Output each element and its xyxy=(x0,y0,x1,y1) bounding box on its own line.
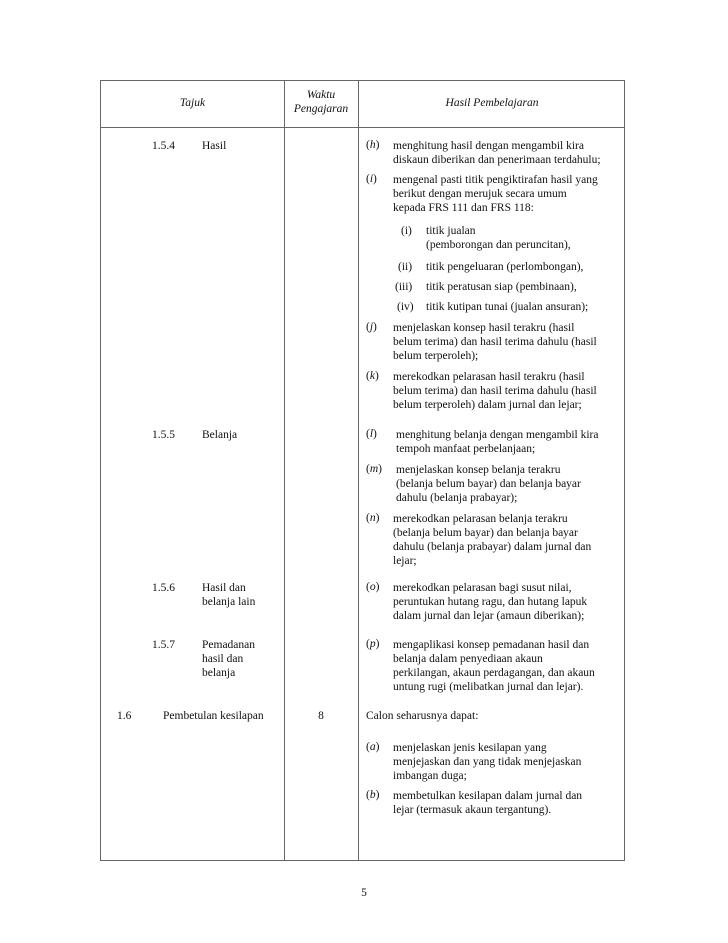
header-waktu xyxy=(284,88,358,116)
sub-item-label: (iii) xyxy=(395,281,413,293)
sub-item-text: titik jualan (pemborongan dan peruncitan), xyxy=(426,225,571,251)
syllabus-table: Tajuk Waktu Pengajaran Hasil Pembelajaran 1.5.4 Hasil 1.5.5 Belanja 1.5.6 Hasil dan belanja lain 1.5.7 Pemadanan hasil dan belanja 1.6 Pembetulan kesilapan 8 (h) menghitung hasil dengan mengambil kira diskaun diberikan dan penerimaan terdahulu; (i) mengenal pasti titik pengiktirafan hasil yang berikut dengan merujuk secara umum kepada FRS 111 dan FRS 118: (i) titik jualan (pemborongan dan peruncitan), (ii) titik pengeluaran (perlombongan), (iii) titik peratusan siap (pembinaan), (iv) titik kutipan tunai (jualan ansuran); (j) menjelaskan konsep hasil terakru (hasil belum terima) dan hasil terima dahulu (hasil belum terperoleh); (k) merekodkan pelarasan hasil terakru (hasil belum terima) dan hasil terima dahulu (hasil belum terperoleh) dalam jurnal dan lejar; (l) menghitung belanja dengan mengambil kira tempoh manfaat perbelanjaan; (m) menjelaskan konsep belanja terakru (belanja belum bayar) dan belanja bayar dahulu (belanja prabayar); (n) merekodkan pelarasan belanja terakru (belanja belum bayar) dan belanja bayar dahulu (belanja prabayar) dalam jurnal dan lejar; (o) merekodkan pelarasan bagi susut nilai, peruntukan hutang ragu, dan hutang lapuk dalam jurnal dan lejar (amaun diberikan); (p) mengaplikasi konsep pemadanan hasil dan belanja dalam penyediaan akaun perkilangan, akaun perdagangan, dan akaun untung rugi (melibatkan jurnal dan lejar). Calon seharusnya dapat: (a) menjelaskan jenis kesilapan yang menjejaskan dan yang tidak menjejaskan imbangan duga; (b) membetulkan kesilapan dalam jurnal dan lejar (termasuk akaun tergantung). xyxy=(100,80,625,861)
topic-number: 1.5.7 xyxy=(152,639,175,651)
sub-item-text: titik pengeluaran (perlombongan), xyxy=(426,261,584,273)
header-divider xyxy=(101,127,624,128)
calon-intro: Calon seharusnya dapat: xyxy=(366,710,479,722)
sub-item-text: titik kutipan tunai (jualan ansuran); xyxy=(426,301,589,313)
topic-number: 1.5.6 xyxy=(152,582,175,594)
header-waktu-line1: Waktu xyxy=(306,89,336,101)
topic-title: Hasil xyxy=(202,140,227,152)
sub-item-label: (ii) xyxy=(398,261,413,273)
topic-title: Pembetulan kesilapan xyxy=(163,710,264,722)
topic-title: Pemadanan hasil dan belanja xyxy=(202,639,256,679)
topic-number: 1.5.5 xyxy=(152,429,175,441)
sub-item-text: titik peratusan siap (pembinaan), xyxy=(426,281,577,293)
teaching-hours: 8 xyxy=(318,710,324,722)
sub-item-label: (i) xyxy=(401,225,412,237)
topic-number: 1.6 xyxy=(117,710,132,722)
header-tajuk: Tajuk xyxy=(179,97,206,109)
header-hasil: Hasil Pembelajaran xyxy=(445,97,539,109)
topic-title: Belanja xyxy=(202,429,238,441)
header-waktu-line2: Pengajaran xyxy=(293,103,349,115)
sub-item-label: (iv) xyxy=(397,301,414,313)
page-number: 5 xyxy=(361,887,367,899)
column-divider xyxy=(284,81,285,860)
column-divider xyxy=(358,81,359,860)
topic-number: 1.5.4 xyxy=(152,140,175,152)
topic-title: Hasil dan belanja lain xyxy=(202,582,256,608)
